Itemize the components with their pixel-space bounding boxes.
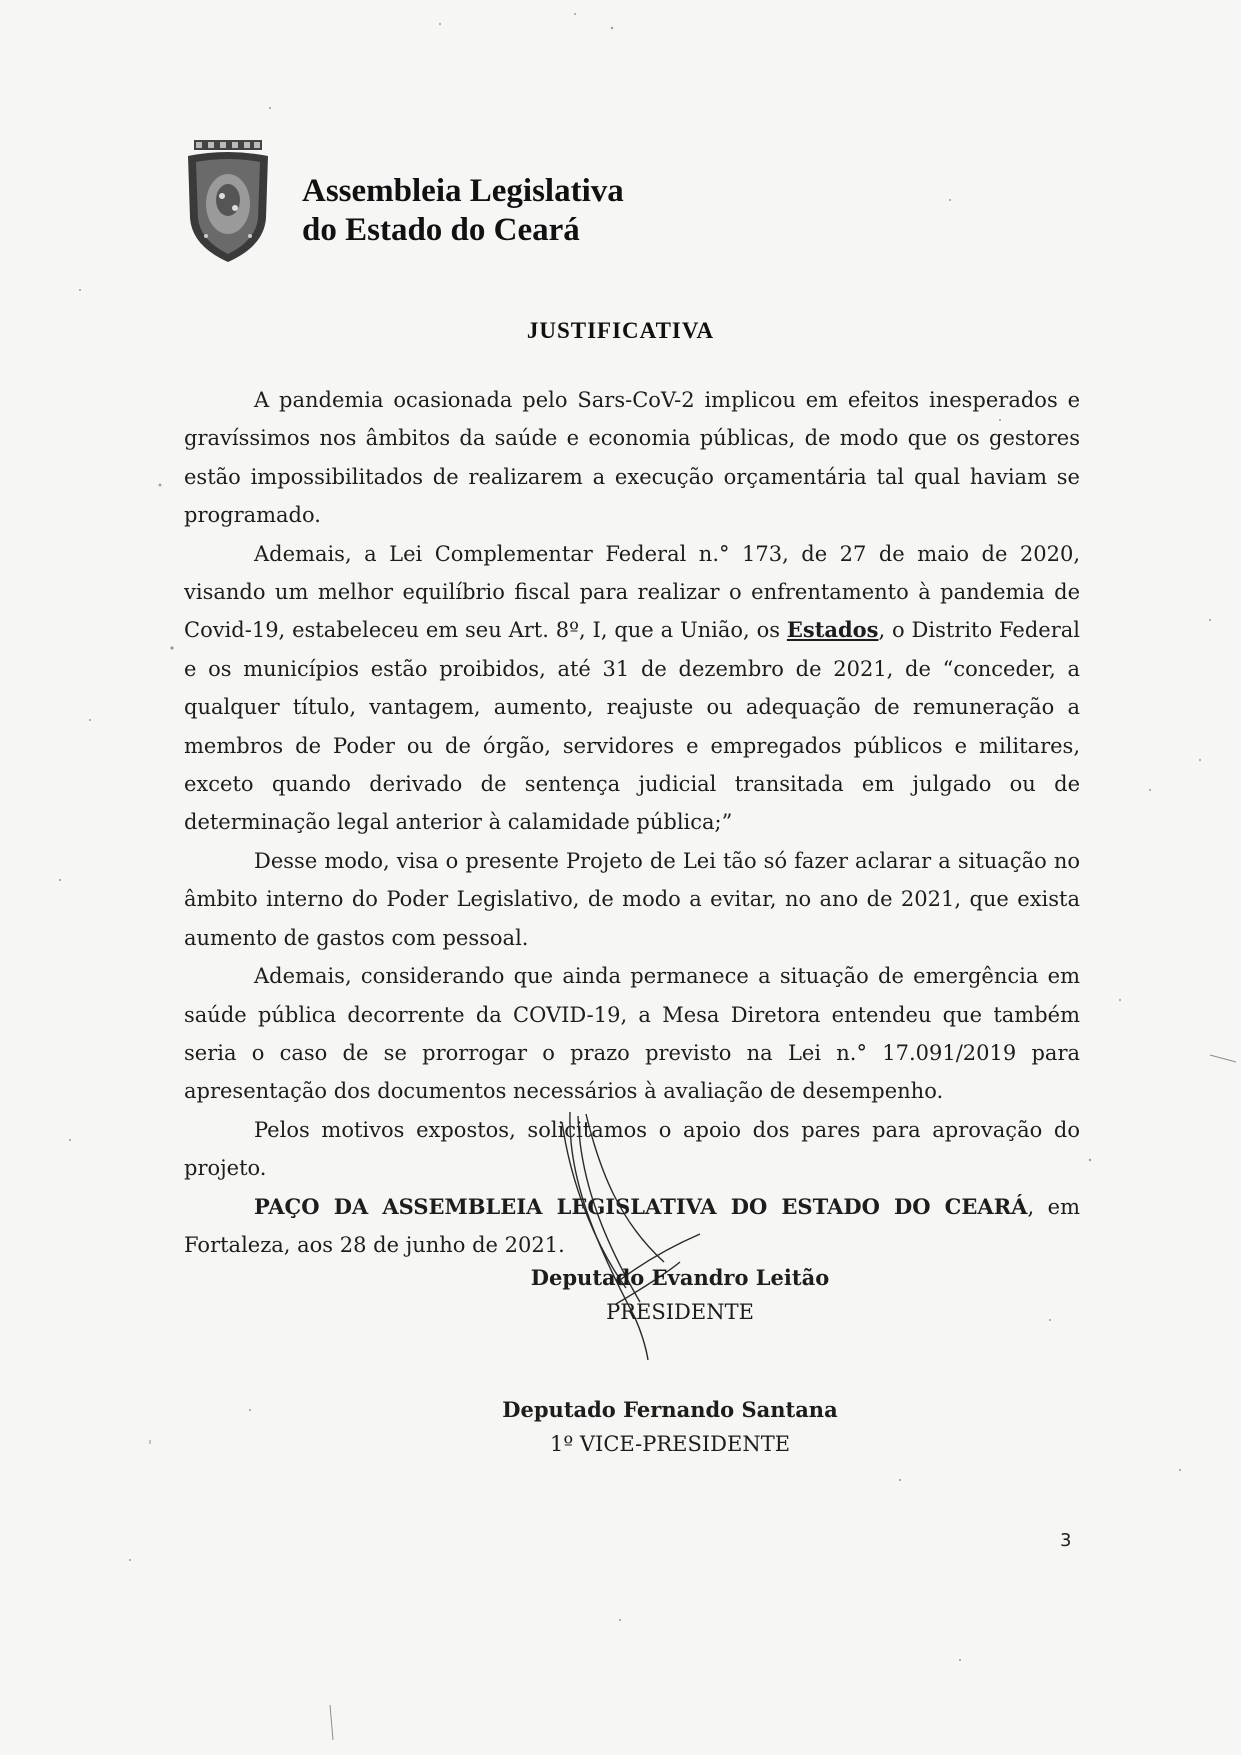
signatory-role: 1º VICE-PRESIDENTE (549, 1432, 791, 1456)
state-seal-icon (180, 138, 276, 264)
institution-name (302, 172, 722, 250)
paragraph-2 (184, 535, 1080, 842)
paragraph-5: Pelos motivos expostos, solicitamos o apoio dos pares para aprovação do projeto. (184, 1117, 1080, 1181)
institution-line-2: do Estado do Ceará (302, 212, 580, 248)
closing-place: PAÇO DA ASSEMBLEIA LEGISLATIVA DO ESTADO DO CEARÁ (254, 1193, 1028, 1219)
paragraph-2-start: Ademais, a Lei Complementar Federal n.° 173, de 27 de maio de 2020, visando um melhor equilíbrio fiscal para realizar o enfrentamento à pandemia de Covid-19, estabeleceu em seu Art. 8º, I, que a União, os (184, 541, 1080, 643)
paragraph-4: Ademais, considerando que ainda permanece a situação de emergência em saúde pública decorrente da COVID-19, a Mesa Diretora entendeu que também seria o caso de se prorrogar o prazo previsto na Lei n.° 17.091/2019 para apresentação dos documentos necessários à avaliação de desempenho. (184, 964, 1080, 1104)
institution-line-1: Assembleia Legislativa (302, 173, 624, 209)
emphasis-estados: Estados (786, 617, 879, 643)
signatory-role: PRESIDENTE (606, 1300, 754, 1324)
closing-date: , em Fortaleza, aos 28 de junho de 2021. (184, 1194, 1080, 1257)
signature-block-president (520, 1261, 840, 1329)
paragraph-1: A pandemia ocasionada pelo Sars-CoV-2 implicou em efeitos inesperados e gravíssimos nos âmbitos da saúde e economia públicas, de modo que os gestores estão impossibilitados de realizarem a execução orçamentária tal qual haviam se programado. (184, 388, 1080, 528)
signatory-name: Deputado Fernando Santana (502, 1397, 838, 1422)
paragraph-3: Desse modo, visa o presente Projeto de Lei tão só fazer aclarar a situação no âmbito interno do Poder Legislativo, de modo a evitar, no ano de 2021, que exista aumento de gastos com pessoal. (184, 848, 1080, 950)
page-number: 3 (1060, 1530, 1072, 1551)
document-title: JUSTIFICATIVA (526, 318, 715, 343)
signatory-name: Deputado Evandro Leitão (530, 1265, 830, 1290)
signature-block-vice-president (500, 1393, 840, 1461)
paragraph-2-end: , o Distrito Federal e os municípios estão proibidos, até 31 de dezembro de 2021, de “conceder, a qualquer título, vantagem, aumento, reajuste ou adequação de remuneração a membros de Poder ou de órgão, servidores e empregados públicos e militares, exceto quando derivado de sentença judicial transitada em julgado ou de determinação legal anterior à calamidade pública;” (184, 618, 1080, 835)
